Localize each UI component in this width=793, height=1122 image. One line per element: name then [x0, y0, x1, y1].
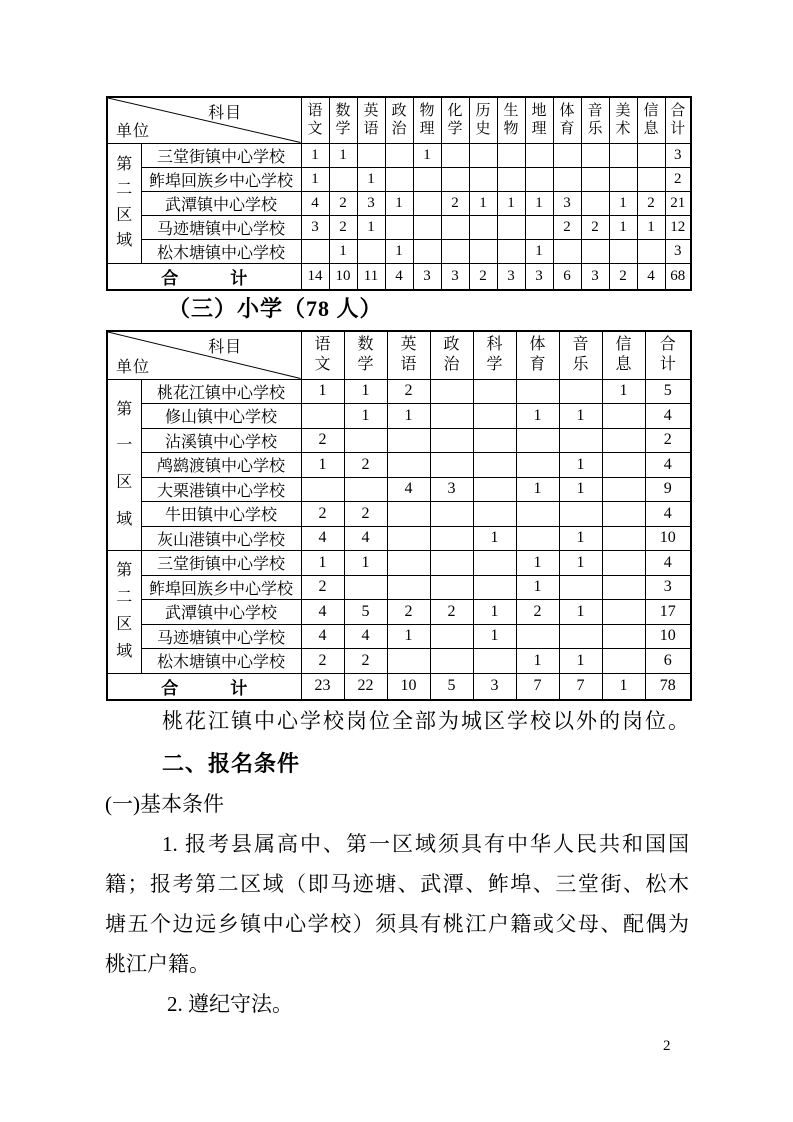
- table2-school-name: 武潭镇中心学校: [141, 600, 301, 625]
- table1-value-cell: [469, 215, 497, 239]
- page-number: 2: [663, 1038, 671, 1054]
- table2-value-cell: 1: [387, 404, 430, 429]
- table2-value-cell: 2: [645, 428, 691, 453]
- table-primary-school: [106, 330, 692, 701]
- table1-grid: [106, 96, 692, 291]
- table1-value-cell: 1: [609, 191, 637, 215]
- table2-value-cell: [559, 428, 602, 453]
- table1-value-cell: [413, 215, 441, 239]
- table2-value-cell: 10: [645, 624, 691, 649]
- table2-value-cell: 5: [645, 379, 691, 404]
- table1-total-value: 6: [553, 263, 581, 290]
- table1-value-cell: 12: [665, 215, 691, 239]
- table1-value-cell: 3: [553, 191, 581, 215]
- table1-value-cell: [385, 143, 413, 167]
- table2-value-cell: 1: [516, 477, 559, 502]
- table1-total-value: 14: [301, 263, 329, 290]
- table2-row: [107, 624, 691, 649]
- table2-row: [107, 453, 691, 478]
- table2-col-header: 科 学: [473, 331, 516, 379]
- table1-total-value: 3: [441, 263, 469, 290]
- item-1-line: 籍；报考第二区域（即马迹塘、武潭、鲊埠、三堂街、松木: [105, 872, 689, 896]
- table2-corner-subject-label: 科目: [208, 339, 243, 356]
- table2-value-cell: 2: [301, 649, 344, 674]
- table1-value-cell: [469, 167, 497, 191]
- table1-value-cell: [609, 239, 637, 263]
- table2-col-header: 合 计: [645, 331, 691, 379]
- table2-value-cell: 1: [559, 526, 602, 551]
- table2-value-cell: 4: [645, 502, 691, 527]
- table1-value-cell: [581, 167, 609, 191]
- table2-value-cell: 1: [301, 551, 344, 576]
- table1-total-value: 3: [525, 263, 553, 290]
- table1-value-cell: [357, 143, 385, 167]
- table2-value-cell: 2: [301, 502, 344, 527]
- table2-row: [107, 404, 691, 429]
- table2-total-value: 23: [301, 673, 344, 700]
- table2-value-cell: 2: [301, 575, 344, 600]
- table2-value-cell: 10: [645, 526, 691, 551]
- table2-value-cell: [387, 428, 430, 453]
- item-1-paragraph: [105, 824, 689, 984]
- table1-total-value: 10: [329, 263, 357, 290]
- table2-school-name: 大栗港镇中心学校: [141, 477, 301, 502]
- table2-value-cell: [516, 624, 559, 649]
- table2-value-cell: 4: [344, 526, 387, 551]
- table1-value-cell: [385, 167, 413, 191]
- table1-value-cell: 2: [329, 215, 357, 239]
- table1-value-cell: [497, 215, 525, 239]
- table2-school-name: 灰山港镇中心学校: [141, 526, 301, 551]
- table1-total-value: 2: [609, 263, 637, 290]
- table2-value-cell: [602, 624, 645, 649]
- table1-value-cell: 1: [385, 191, 413, 215]
- table2-value-cell: [387, 649, 430, 674]
- table2-value-cell: [516, 502, 559, 527]
- table2-value-cell: [301, 404, 344, 429]
- table1-school-name: 马迹塘镇中心学校: [141, 215, 301, 239]
- table1-col-header: 生 物: [497, 97, 525, 143]
- table1-total-value: 3: [497, 263, 525, 290]
- table1-total-value: 4: [385, 263, 413, 290]
- table2-value-cell: 1: [516, 404, 559, 429]
- table1-value-cell: [525, 215, 553, 239]
- table1-value-cell: 3: [301, 215, 329, 239]
- table1-value-cell: [497, 143, 525, 167]
- table2-value-cell: [387, 453, 430, 478]
- table1-col-header: 政 治: [385, 97, 413, 143]
- table1-col-header: 数 学: [329, 97, 357, 143]
- table2-value-cell: 1: [559, 477, 602, 502]
- table2-value-cell: [473, 502, 516, 527]
- table2-value-cell: 1: [559, 551, 602, 576]
- table1-value-cell: [441, 215, 469, 239]
- table1-value-cell: 3: [357, 191, 385, 215]
- table2-value-cell: [559, 624, 602, 649]
- table2-value-cell: [473, 404, 516, 429]
- table2-col-header: 英 语: [387, 331, 430, 379]
- table2-col-header: 音 乐: [559, 331, 602, 379]
- table2-value-cell: [516, 526, 559, 551]
- table1-col-header: 英 语: [357, 97, 385, 143]
- table2-row: [107, 526, 691, 551]
- table2-value-cell: 2: [387, 379, 430, 404]
- table2-row: [107, 428, 691, 453]
- table1-total-label: 合 计: [107, 263, 301, 290]
- item-1-line: 桃江户籍。: [105, 952, 210, 976]
- table2-value-cell: [559, 575, 602, 600]
- table1-value-cell: [413, 239, 441, 263]
- table1-value-cell: [553, 239, 581, 263]
- table2-value-cell: [430, 526, 473, 551]
- table1-value-cell: 1: [357, 215, 385, 239]
- table2-value-cell: 3: [430, 477, 473, 502]
- table1-value-cell: [525, 143, 553, 167]
- table1-value-cell: [357, 239, 385, 263]
- table2-total-value: 22: [344, 673, 387, 700]
- table2-value-cell: [387, 551, 430, 576]
- table2-value-cell: 4: [301, 526, 344, 551]
- table1-school-name: 松木塘镇中心学校: [141, 239, 301, 263]
- table1-value-cell: 2: [553, 215, 581, 239]
- table2-value-cell: [473, 453, 516, 478]
- table2-value-cell: 1: [559, 649, 602, 674]
- table2-value-cell: 1: [387, 624, 430, 649]
- table2-value-cell: 1: [344, 551, 387, 576]
- table2-value-cell: [344, 477, 387, 502]
- table1-value-cell: [413, 167, 441, 191]
- table2-value-cell: [344, 428, 387, 453]
- table1-total-value: 4: [637, 263, 665, 290]
- item-1-line: 1. 报考县属高中、第一区域须具有中华人民共和国国: [162, 832, 689, 856]
- table2-value-cell: [430, 453, 473, 478]
- table2-value-cell: [602, 477, 645, 502]
- table2-row: [107, 575, 691, 600]
- table1-value-cell: 1: [357, 167, 385, 191]
- table2-value-cell: 2: [344, 649, 387, 674]
- table1-value-cell: [637, 239, 665, 263]
- table1-value-cell: [441, 167, 469, 191]
- table1-value-cell: 1: [497, 191, 525, 215]
- table2-value-cell: [387, 575, 430, 600]
- table1-value-cell: 1: [301, 167, 329, 191]
- table2-value-cell: 2: [430, 600, 473, 625]
- table2-school-name: 马迹塘镇中心学校: [141, 624, 301, 649]
- table2-grid: [106, 330, 692, 701]
- table2-value-cell: [473, 379, 516, 404]
- table2-value-cell: [602, 649, 645, 674]
- table1-value-cell: [637, 167, 665, 191]
- body-text: [105, 701, 689, 1024]
- table2-school-name: 松木塘镇中心学校: [141, 649, 301, 674]
- table1-value-cell: 1: [525, 191, 553, 215]
- table2-value-cell: 1: [602, 379, 645, 404]
- table2-value-cell: 2: [387, 600, 430, 625]
- table1-col-header: 化 学: [441, 97, 469, 143]
- table1-corner-unit-label: 单位: [116, 122, 151, 140]
- table2-row: [107, 551, 691, 576]
- table1-total-value: 68: [665, 263, 691, 290]
- table1-value-cell: [497, 167, 525, 191]
- table1-value-cell: 2: [637, 191, 665, 215]
- table2-value-cell: 1: [301, 453, 344, 478]
- table2-total-value: 78: [645, 673, 691, 700]
- table2-value-cell: 6: [645, 649, 691, 674]
- table2-value-cell: [430, 575, 473, 600]
- table2-value-cell: [430, 404, 473, 429]
- table1-value-cell: 3: [665, 143, 691, 167]
- table2-total-value: 3: [473, 673, 516, 700]
- table2-value-cell: [516, 428, 559, 453]
- table1-total-value: 11: [357, 263, 385, 290]
- table1-col-header: 体 育: [553, 97, 581, 143]
- table1-value-cell: 2: [441, 191, 469, 215]
- table2-value-cell: 1: [301, 379, 344, 404]
- table2-value-cell: [473, 477, 516, 502]
- table1-corner-cell: [107, 97, 301, 143]
- table2-value-cell: 4: [301, 624, 344, 649]
- table1-value-cell: [469, 143, 497, 167]
- table2-corner-cell: [107, 331, 301, 379]
- table2-value-cell: [516, 453, 559, 478]
- table2-row: [107, 600, 691, 625]
- table1-value-cell: 3: [665, 239, 691, 263]
- table2-value-cell: 1: [473, 526, 516, 551]
- table2-value-cell: 4: [344, 624, 387, 649]
- table-region2-middle-school: [106, 96, 692, 291]
- table2-value-cell: 17: [645, 600, 691, 625]
- table2-value-cell: [301, 477, 344, 502]
- table2-value-cell: 1: [473, 600, 516, 625]
- table1-school-name: 武潭镇中心学校: [141, 191, 301, 215]
- table1-col-header: 美 术: [609, 97, 637, 143]
- table2-region-label: 第 一 区 域: [107, 379, 141, 551]
- table1-value-cell: 1: [329, 143, 357, 167]
- table2-value-cell: [602, 502, 645, 527]
- table2-value-cell: 4: [645, 404, 691, 429]
- table1-row: [107, 167, 691, 191]
- table2-school-name: 沾溪镇中心学校: [141, 428, 301, 453]
- table2-corner-unit-label: 单位: [116, 358, 151, 376]
- table2-value-cell: 1: [344, 404, 387, 429]
- table1-value-cell: 1: [385, 239, 413, 263]
- table2-value-cell: 4: [645, 551, 691, 576]
- table1-value-cell: [385, 215, 413, 239]
- table2-school-name: 鲊埠回族乡中心学校: [141, 575, 301, 600]
- table1-value-cell: [553, 167, 581, 191]
- table2-value-cell: [430, 502, 473, 527]
- table2-value-cell: [387, 502, 430, 527]
- table2-value-cell: 1: [516, 649, 559, 674]
- table2-total-value: 7: [559, 673, 602, 700]
- table2-value-cell: [473, 649, 516, 674]
- table1-value-cell: [581, 191, 609, 215]
- table2-value-cell: 2: [516, 600, 559, 625]
- table2-value-cell: [430, 428, 473, 453]
- table2-value-cell: [516, 379, 559, 404]
- table1-value-cell: [329, 167, 357, 191]
- table2-total-value: 1: [602, 673, 645, 700]
- table2-value-cell: [430, 649, 473, 674]
- table2-value-cell: [430, 379, 473, 404]
- table1-value-cell: [525, 167, 553, 191]
- table1-value-cell: 1: [329, 239, 357, 263]
- table2-value-cell: [559, 379, 602, 404]
- table1-col-header: 地 理: [525, 97, 553, 143]
- table1-value-cell: [441, 143, 469, 167]
- heading-application-requirements: 二、报名条件: [162, 751, 301, 776]
- table2-value-cell: 1: [473, 624, 516, 649]
- table1-corner-subject-label: 科目: [208, 105, 243, 122]
- table1-value-cell: [301, 239, 329, 263]
- table2-value-cell: 2: [344, 502, 387, 527]
- table2-row: [107, 379, 691, 404]
- item-2-paragraph: 2. 遵纪守法。: [167, 992, 293, 1016]
- table2-col-header: 语 文: [301, 331, 344, 379]
- table2-row: [107, 502, 691, 527]
- table2-school-name: 桃花江镇中心学校: [141, 379, 301, 404]
- table1-value-cell: 1: [609, 215, 637, 239]
- table2-total-value: 7: [516, 673, 559, 700]
- table1-total-value: 3: [413, 263, 441, 290]
- table1-value-cell: [609, 167, 637, 191]
- table1-value-cell: 1: [525, 239, 553, 263]
- table1-value-cell: 4: [301, 191, 329, 215]
- table1-school-name: 三堂街镇中心学校: [141, 143, 301, 167]
- table2-value-cell: [473, 428, 516, 453]
- table2-value-cell: [344, 575, 387, 600]
- table2-col-header: 数 学: [344, 331, 387, 379]
- table2-school-name: 鸬鹚渡镇中心学校: [141, 453, 301, 478]
- table2-school-name: 修山镇中心学校: [141, 404, 301, 429]
- table1-col-header: 音 乐: [581, 97, 609, 143]
- table2-total-value: 5: [430, 673, 473, 700]
- table1-value-cell: 2: [581, 215, 609, 239]
- table1-value-cell: 21: [665, 191, 691, 215]
- table1-col-header: 语 文: [301, 97, 329, 143]
- table2-value-cell: [602, 453, 645, 478]
- table1-value-cell: 1: [469, 191, 497, 215]
- table1-total-value: 3: [581, 263, 609, 290]
- table2-row: [107, 649, 691, 674]
- table1-row: [107, 191, 691, 215]
- table2-total-row: [107, 673, 691, 700]
- subheading-basic-conditions: (一)基本条件: [105, 792, 224, 816]
- table2-value-cell: 1: [516, 575, 559, 600]
- table1-col-header: 合 计: [665, 97, 691, 143]
- table2-value-cell: 2: [344, 453, 387, 478]
- table1-total-value: 2: [469, 263, 497, 290]
- table2-col-header: 信 息: [602, 331, 645, 379]
- table1-value-cell: 1: [637, 215, 665, 239]
- table2-value-cell: 5: [344, 600, 387, 625]
- table2-value-cell: 9: [645, 477, 691, 502]
- table2-value-cell: [473, 575, 516, 600]
- table2-value-cell: 1: [344, 379, 387, 404]
- table2-col-header: 政 治: [430, 331, 473, 379]
- table1-value-cell: 2: [329, 191, 357, 215]
- table2-value-cell: [430, 624, 473, 649]
- table1-row: [107, 215, 691, 239]
- table2-value-cell: 1: [559, 453, 602, 478]
- table1-value-cell: [469, 239, 497, 263]
- table1-row: [107, 143, 691, 167]
- table2-value-cell: 3: [645, 575, 691, 600]
- table2-value-cell: [559, 502, 602, 527]
- table2-value-cell: [602, 575, 645, 600]
- section-heading-primary-school: （三）小学（78 人）: [168, 296, 383, 321]
- table2-region-label: 第 二 区 域: [107, 551, 141, 674]
- table1-school-name: 鲊埠回族乡中心学校: [141, 167, 301, 191]
- table2-value-cell: 1: [559, 600, 602, 625]
- table2-school-name: 牛田镇中心学校: [141, 502, 301, 527]
- table2-value-cell: 4: [301, 600, 344, 625]
- table2-value-cell: [473, 551, 516, 576]
- table2-total-value: 10: [387, 673, 430, 700]
- table1-value-cell: [609, 143, 637, 167]
- table2-row: [107, 477, 691, 502]
- table1-value-cell: [413, 191, 441, 215]
- table2-col-header: 体 育: [516, 331, 559, 379]
- table1-value-cell: [581, 239, 609, 263]
- table2-value-cell: [602, 428, 645, 453]
- table2-value-cell: 1: [516, 551, 559, 576]
- table1-value-cell: [441, 239, 469, 263]
- table2-value-cell: 4: [645, 453, 691, 478]
- table2-value-cell: 1: [559, 404, 602, 429]
- table2-value-cell: [387, 526, 430, 551]
- table2-value-cell: 2: [301, 428, 344, 453]
- table1-value-cell: 1: [301, 143, 329, 167]
- table1-value-cell: [581, 143, 609, 167]
- item-1-line: 塘五个边远乡镇中心学校）须具有桃江户籍或父母、配偶为: [105, 912, 689, 936]
- table2-header-row: [107, 331, 691, 379]
- table1-value-cell: [497, 239, 525, 263]
- table1-region-label: 第 二 区 域: [107, 143, 141, 263]
- table1-value-cell: 1: [413, 143, 441, 167]
- table1-total-row: [107, 263, 691, 290]
- table2-total-label: 合 计: [107, 673, 301, 700]
- table2-value-cell: [602, 551, 645, 576]
- table1-row: [107, 239, 691, 263]
- table1-value-cell: 2: [665, 167, 691, 191]
- table1-value-cell: [553, 143, 581, 167]
- table1-col-header: 历 史: [469, 97, 497, 143]
- table2-value-cell: 4: [387, 477, 430, 502]
- table2-value-cell: [602, 404, 645, 429]
- table2-value-cell: [602, 600, 645, 625]
- table1-col-header: 物 理: [413, 97, 441, 143]
- table2-value-cell: [602, 526, 645, 551]
- table2-school-name: 三堂街镇中心学校: [141, 551, 301, 576]
- table1-value-cell: [637, 143, 665, 167]
- table1-col-header: 信 息: [637, 97, 665, 143]
- table2-value-cell: [430, 551, 473, 576]
- note-paragraph: 桃花江镇中心学校岗位全部为城区学校以外的岗位。: [162, 709, 689, 733]
- table1-header-row: [107, 97, 691, 143]
